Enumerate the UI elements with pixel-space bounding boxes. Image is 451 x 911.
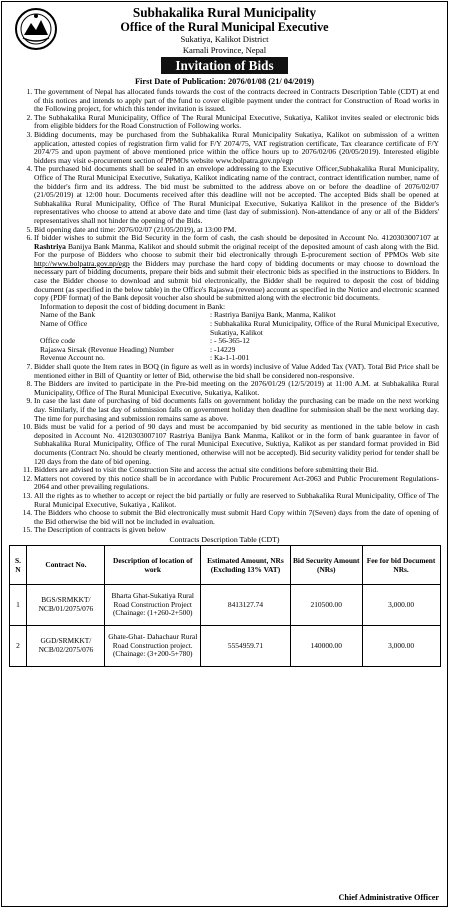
item6-text-3: the Bidders may purchase the hard copy of bidding documents or may choose to download the necessary part of bidding documents, prepare their bids and submit their electronic bids as specified in the instructions to Bidders. In case the Bidder choose to download and submit bid electronically, the Bidder shall be required to deposit the cost of bidding document (as specified in the below table) in the Office's Rajaswa (revenue) account as specified in the Notice and electronic scanned copy (PDF format) of the Bank deposit voucher also should be submitted along with the electronic bid documents. — [34, 258, 439, 303]
bank-info-key: Revenue Account no. — [40, 353, 105, 363]
notice-item: 15. The Description of contracts is given below — [34, 526, 441, 535]
bank-info-key: Rajaswa Sirsak (Revenue Heading) Number — [40, 344, 174, 354]
col-header-description: Description of location of work — [105, 545, 201, 584]
bank-info-key: Office code — [40, 336, 76, 346]
col-header-bid-security: Bid Security Amount (NRs) — [290, 545, 362, 584]
org-name: Subhakalika Rural Municipality — [132, 5, 317, 20]
signature-title: Chief Administrative Officer — [338, 893, 439, 902]
address-line-2: Karnali Province, Nepal — [182, 45, 267, 55]
item6-text-2: Banijya Bank Manma, Kalikot and should submit the original receipt of the deposited amount of cash along with the Bid. For the purpose of Bidders who choose to submit their bid electronically through E-procurement section of PPMOs Web site — [34, 241, 439, 260]
cell-bid-security: 140000.00 — [290, 625, 362, 666]
cell-sn: 1 — [9, 584, 27, 625]
notice-items — [8, 88, 441, 535]
contracts-header-row — [9, 545, 440, 584]
publication-date: First Date of Publication: 2076/01/08 (21/ 04/2019) — [134, 77, 315, 86]
office-name: Office of the Rural Municipal Executive — [120, 20, 329, 34]
bank-info-key: Name of Office — [40, 319, 88, 329]
col-header-sn: S. N — [9, 545, 27, 584]
contracts-table — [9, 545, 441, 667]
item6-bank-bold: Rashtriya — [34, 241, 66, 251]
item6-text-1: If bidder wishes to submit the Bid Security in the form of cash, the cash should be deposited in Account No. 4120303007107 at — [34, 233, 439, 243]
notice-item: 4. The purchased bid documents shall be sealed in an envelope addressing to the Executive Officer,Subhakalika Rural Municipality, Office of The Rural Municipal Executive, Sukatiya, Kalikot indicating name of the contract, contract identification number, name of the bidder's firm and its address. The bid must be submitted to the address above on or before the deadline of 2076/02/07 (21/05/2019) at 12:00 hour. Documents received after this deadline will not be accepted. The accepted Bids shall be opened at Subhakalika Rural Municipality, Office of The Rural Municipal Executive, Sukatiya Kalikot in the presence of the Bidder's representatives who choose to attend at above date and time (last day of submission). Non-attendance of any or all of the Bidders' representatives shall not hinder the opening of the Bids. — [34, 165, 441, 225]
cell-sn: 2 — [9, 625, 27, 666]
bank-info-value: : - 56-365-12 — [210, 336, 250, 346]
notice-item-bid-security — [34, 234, 441, 363]
bank-info-value: : Rastriya Banijya Bank, Manma, Kalikot — [210, 310, 336, 320]
cell-description: Ghate-Ghat- Dahachaur Rural Road Construction project. (Chainage: (3+200-5+780) — [105, 625, 201, 666]
bank-info-intro: Information to deposit the cost of bidding document in Bank: — [40, 301, 226, 311]
bank-info-table — [40, 311, 439, 363]
cell-estimated-amount: 8413127.74 — [201, 584, 291, 625]
bank-info-value: : Subhakalika Rural Municipality, Office of the Rural Municipal Executive, Sukatiya, Kalikot — [210, 319, 439, 337]
notice-item: 2. The Subhakalika Rural Municipality, Office of The Rural Municipal Executive, Sukatiya, Kalikot invites sealed or electronic bids from eligible bidders for the Road Construction of Following works. — [34, 114, 441, 131]
notice-item: 1. The government of Nepal has allocated funds towards the cost of the contracts decreed in Contracts Description Table (CDT) at end of this notices and intends to apply part of the fund to cover eligible payment under the contract for Construction of Road works in the Following project, for which this tender invitation is issued. — [34, 88, 441, 114]
notice-item: 12. Matters not covered by this notice shall be in accordance with Public Procurement Act-2063 and Public Procurement Regulations-2064 and other prevailing regulations. — [34, 475, 441, 492]
notice-item: 14. The Bidders who choose to submit the Bid electronically must submit Hard Copy within 7(Seven) days from the date of opening of the Bid otherwise the bid will not be included in evaluation. — [34, 509, 441, 526]
notice-item: 10. Bids must be valid for a period of 90 days and must be accompanied by bid security as mentioned in the table below in cash deposited in Account No. 4120303007107 Rastriya Banijya Bank Manma, Kalikot or in the form of bank guarantee in favor of Subhakalika Rural Municipality, Office of The rural Municipal Executive, Suktiya, Kalikot as per standard format provided in Bid documents (Contract No. should be clearly mentioned, otherwise will not be accepted). Bid security validity period for tender shall be 120 days from the date of bid opening. — [34, 423, 441, 466]
egp-link[interactable]: http://www.bolpatra.gov.np/egp — [34, 258, 130, 268]
notice-item: 9. In case the last date of purchasing of bid documents falls on government holiday the purchasing can be made on the next working day. Similarly, if the last day of submission falls on government holiday then deadline for submission shall be the next working day. The time for purchasing and submission remains same as above. — [34, 397, 441, 423]
emblem-icon — [14, 7, 58, 51]
col-header-fee: Fee for bid Document NRs. — [362, 545, 440, 584]
bank-info-value: : Ka-1-1-001 — [210, 353, 250, 363]
cell-contract-no: GGD/SRMKKT/ NCB/02/2075/076 — [27, 625, 105, 666]
table-row — [9, 625, 440, 666]
bank-info-value: : -14229 — [210, 344, 236, 354]
cell-description: Bharta Ghat-Sukatiya Rural Road Construction Project (Chainage: (1+260-2+500) — [105, 584, 201, 625]
notice-item: 5. Bid opening date and time: 2076/02/07 (21/05/2019), at 13:00 PM. — [34, 226, 441, 235]
bank-info-key: Name of the Bank — [40, 310, 96, 320]
notice-page — [1, 1, 448, 907]
cell-fee: 3,000.00 — [362, 584, 440, 625]
cell-bid-security: 210500.00 — [290, 584, 362, 625]
col-header-estimated-amount: Estimated Amount, NRs (Excluding 13% VAT) — [201, 545, 291, 584]
cell-estimated-amount: 5554959.71 — [201, 625, 291, 666]
notice-title: Invitation of Bids — [161, 57, 287, 74]
notice-item: 7. Bidder shall quote the Item rates in BOQ (in figure as well as in words) inclusive of Value Added Tax (VAT). Total Bid Price shall be mentioned either in Bill of Quantity or letter of Bid, otherwise the bid shall be considered non-responsive. — [34, 363, 441, 380]
notice-header — [8, 5, 441, 87]
table-row — [9, 584, 440, 625]
notice-item: 11. Bidders are advised to visit the Construction Site and access the actual site conditions before submitting their Bid. — [34, 466, 441, 475]
address-line-1: Sukatiya, Kalikot District — [180, 34, 269, 44]
cell-contract-no: BGS/SRMKKT/ NCB/01/2075/076 — [27, 584, 105, 625]
notice-item: 8. The Bidders are invited to participate in the Pre-bid meeting on the 2076/01/29 (12/5/2019) at 11:00 A.M. at Subhakalika Rural Municipality, Office of The Rural Municipal Executive, Sukatiya, Kalikot. — [34, 380, 441, 397]
contracts-caption: Contracts Description Table (CDT) — [169, 534, 280, 544]
notice-item: 13. All the rights as to whether to accept or reject the bid partially or fully are reserved to Subhakalika Rural Municipality, Office of The Rural Municipal Executive, Sukatiya , Kalikot. — [34, 492, 441, 509]
col-header-contract-no: Contract No. — [27, 545, 105, 584]
cell-fee: 3,000.00 — [362, 625, 440, 666]
notice-item: 3. Bidding documents, may be purchased from the Subhakalika Rural Municipality Sukatiya, Kalikot on submission of a written application, attested copies of registration firm valid for F/Y 2074/75, VAT registration certificate, Tax clearance certificate of F/Y 2074/75 and upon payment of above mentioned price within the office hours up to 2076/02/06 (20/05/2019). Interested eligible bidders may visit e-procurement section of PPMOs website www.bolpatra.gov.np/egp — [34, 131, 441, 165]
bank-info-row — [40, 320, 439, 337]
